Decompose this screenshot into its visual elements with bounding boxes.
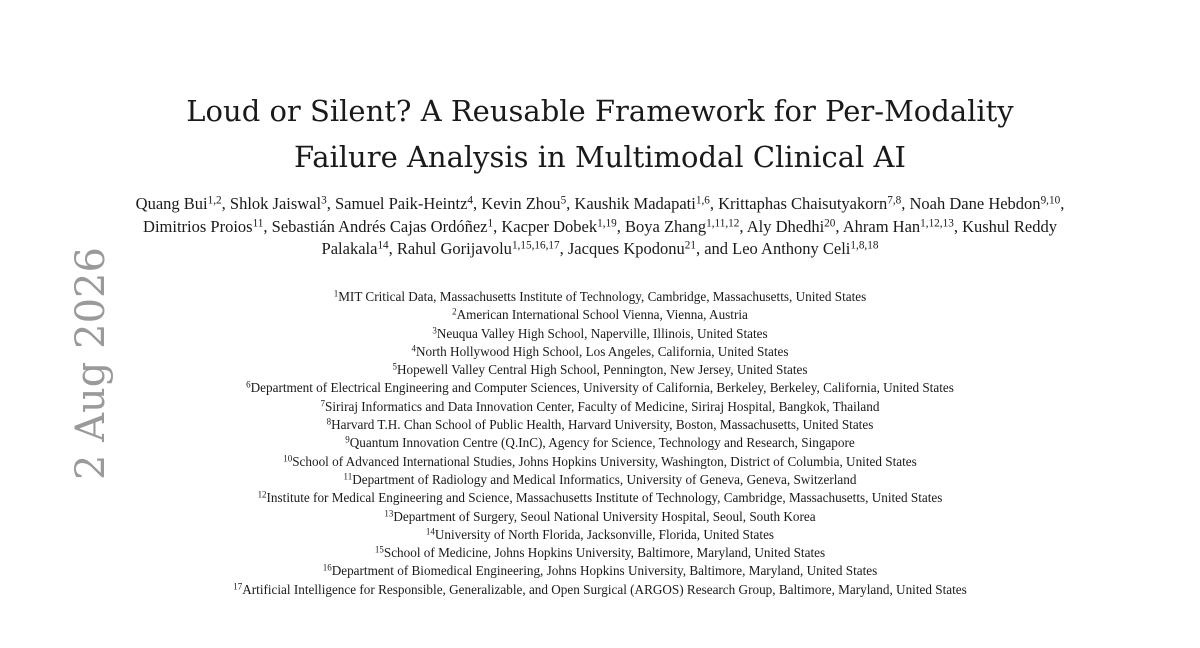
author-name: Samuel Paik-Heintz	[334, 194, 468, 213]
affiliation-text: School of Medicine, Johns Hopkins University, Baltimore, Maryland, United States	[383, 545, 826, 561]
affiliation-item	[130, 416, 1070, 434]
affiliation-text: Department of Biomedical Engineering, Johns Hopkins University, Baltimore, Maryland, United States	[331, 563, 878, 579]
affiliation-text: MIT Critical Data, Massachusetts Institute of Technology, Cambridge, Massachusetts, United States	[338, 289, 867, 304]
author-affiliation-mark: 1,12,13	[920, 216, 954, 229]
author-separator: ,	[835, 216, 843, 236]
author-separator: ,	[263, 216, 272, 236]
author-separator: ,	[388, 239, 397, 258]
affiliation-item	[130, 306, 1070, 324]
author-separator: ,	[709, 194, 719, 213]
affiliation-item	[130, 544, 1070, 562]
author-affiliation-mark: 5	[560, 194, 567, 207]
affiliation-number: 13	[384, 508, 394, 519]
author-affiliation-mark: 14	[377, 239, 389, 252]
affiliation-text: Department of Surgery, Seoul National University Hospital, Seoul, South Korea	[393, 508, 816, 524]
author-name: Dimitrios Proios	[143, 216, 253, 236]
author-affiliation-mark: 21	[684, 239, 696, 252]
author-affiliation-mark: 1,2	[207, 194, 222, 207]
affiliation-number: 5	[392, 361, 397, 372]
affiliation-text: North Hollywood High School, Los Angeles, California, United States	[415, 343, 789, 359]
author-separator: ,	[1060, 194, 1065, 213]
author-separator: ,	[566, 194, 575, 213]
author-name: Kacper Dobek	[501, 216, 598, 236]
affiliation-text: Artificial Intelligence for Responsible, Generalizable, and Open Surgical (ARGOS) Research Group, Baltimore, Maryland, United States	[242, 581, 967, 597]
author-affiliation-mark: 7,8	[887, 194, 902, 207]
author-affiliation-mark: 9,10	[1040, 194, 1061, 207]
author-separator: ,	[953, 216, 963, 236]
affiliation-number: 3	[432, 325, 437, 336]
author-affiliation-mark: 1,15,16,17	[511, 239, 560, 252]
title-line-2: Failure Analysis in Multimodal Clinical AI	[294, 140, 906, 174]
affiliation-number: 9	[345, 434, 350, 445]
affiliation-text: Hopewell Valley Central High School, Pennington, New Jersey, United States	[396, 362, 808, 378]
author-name: Noah Dane Hebdon	[909, 194, 1041, 213]
author-affiliation-mark: 1,19	[597, 216, 617, 229]
affiliation-number: 15	[374, 544, 384, 555]
author-affiliation-mark: 1,6	[695, 194, 710, 207]
author-name: Leo Anthony Celi	[732, 239, 851, 258]
paper-title	[0, 88, 1200, 180]
title-line-1: Loud or Silent? A Reusable Framework for Per-Modality	[186, 94, 1014, 128]
author-affiliation-mark: 3	[321, 194, 327, 207]
affiliation-item	[130, 361, 1070, 379]
affiliation-text: Department of Electrical Engineering and Computer Sciences, University of California, Berkeley, Berkeley, California, United States	[250, 380, 954, 396]
author-separator: ,	[493, 216, 502, 236]
affiliation-text: Harvard T.H. Chan School of Public Health, Harvard University, Boston, Massachusetts, United States	[331, 417, 874, 433]
affiliation-text: Neuqua Valley High School, Naperville, Illinois, United States	[436, 325, 768, 341]
author-affiliation-mark: 11	[252, 216, 264, 229]
affiliation-text: School of Advanced International Studies, Johns Hopkins University, Washington, District of Columbia, United States	[292, 453, 917, 469]
affiliation-text: American International School Vienna, Vienna, Austria	[456, 307, 748, 323]
affiliation-number: 17	[233, 581, 243, 592]
affiliation-item	[130, 562, 1070, 580]
author-affiliation-mark: 1	[487, 216, 494, 229]
affiliation-number: 10	[283, 453, 293, 464]
affiliation-number: 1	[333, 288, 339, 299]
author-name: Kushul Reddy Palakala	[321, 216, 1057, 258]
author-separator: ,	[326, 194, 335, 213]
affiliation-item	[130, 325, 1070, 343]
affiliation-number: 4	[411, 343, 416, 354]
author-affiliation-mark: 4	[467, 194, 474, 207]
author-separator: ,	[901, 194, 910, 213]
affiliation-item	[130, 288, 1070, 306]
author-name: Sebastián Andrés Cajas Ordóñez	[271, 216, 488, 236]
affiliation-item	[130, 434, 1070, 452]
arxiv-date-stamp: 2 Aug 2026	[68, 247, 114, 480]
author-name: Rahul Gorijavolu	[396, 239, 512, 258]
affiliation-number: 16	[322, 562, 332, 573]
author-separator: , and	[695, 239, 733, 258]
author-separator: ,	[473, 194, 482, 213]
affiliation-text: Institute for Medical Engineering and Science, Massachusetts Institute of Technology, Cambridge, Massachusetts, United States	[266, 490, 943, 506]
affiliation-text: University of North Florida, Jacksonville, Florida, United States	[434, 526, 775, 542]
author-name: Kevin Zhou	[481, 194, 561, 213]
author-name: Krittaphas Chaisutyakorn	[718, 194, 888, 213]
author-name: Jacques Kpodonu	[567, 239, 685, 258]
affiliation-text: Quantum Innovation Centre (Q.InC), Agency for Science, Technology and Research, Singapore	[349, 435, 855, 451]
affiliation-text: Department of Radiology and Medical Informatics, University of Geneva, Geneva, Switzerland	[352, 471, 857, 487]
affiliation-item	[130, 489, 1070, 507]
author-separator: ,	[616, 216, 625, 236]
author-separator: ,	[221, 194, 230, 213]
author-name: Kaushik Madapati	[574, 194, 696, 213]
affiliation-item	[130, 343, 1070, 361]
author-affiliation-mark: 1,11,12	[706, 216, 740, 229]
affiliation-number: 12	[257, 489, 267, 500]
affiliation-item	[130, 581, 1070, 599]
author-affiliation-mark: 20	[824, 216, 836, 229]
author-name: Aly Dhedhi	[746, 216, 825, 236]
affiliation-list	[130, 288, 1070, 599]
affiliation-item	[130, 453, 1070, 471]
affiliation-item	[130, 526, 1070, 544]
author-name: Boya Zhang	[625, 216, 707, 236]
author-separator: ,	[739, 216, 747, 236]
author-name: Shlok Jaiswal	[229, 194, 322, 213]
author-name: Quang Bui	[135, 194, 208, 213]
author-affiliation-mark: 1,8,18	[850, 239, 879, 252]
author-separator: ,	[559, 239, 568, 258]
affiliation-text: Siriraj Informatics and Data Innovation Center, Faculty of Medicine, Siriraj Hospital, Bangkok, Thailand	[325, 398, 880, 414]
author-name: Ahram Han	[842, 216, 921, 236]
affiliation-number: 6	[246, 380, 251, 390]
affiliation-number: 8	[326, 416, 332, 427]
affiliation-item	[130, 471, 1070, 489]
affiliation-item	[130, 379, 1070, 397]
affiliation-number: 2	[452, 306, 457, 317]
affiliation-number: 7	[320, 398, 326, 409]
author-list	[120, 193, 1080, 261]
affiliation-number: 11	[343, 471, 353, 482]
affiliation-item	[130, 398, 1070, 416]
affiliation-item	[130, 508, 1070, 526]
affiliation-number: 14	[425, 526, 435, 537]
